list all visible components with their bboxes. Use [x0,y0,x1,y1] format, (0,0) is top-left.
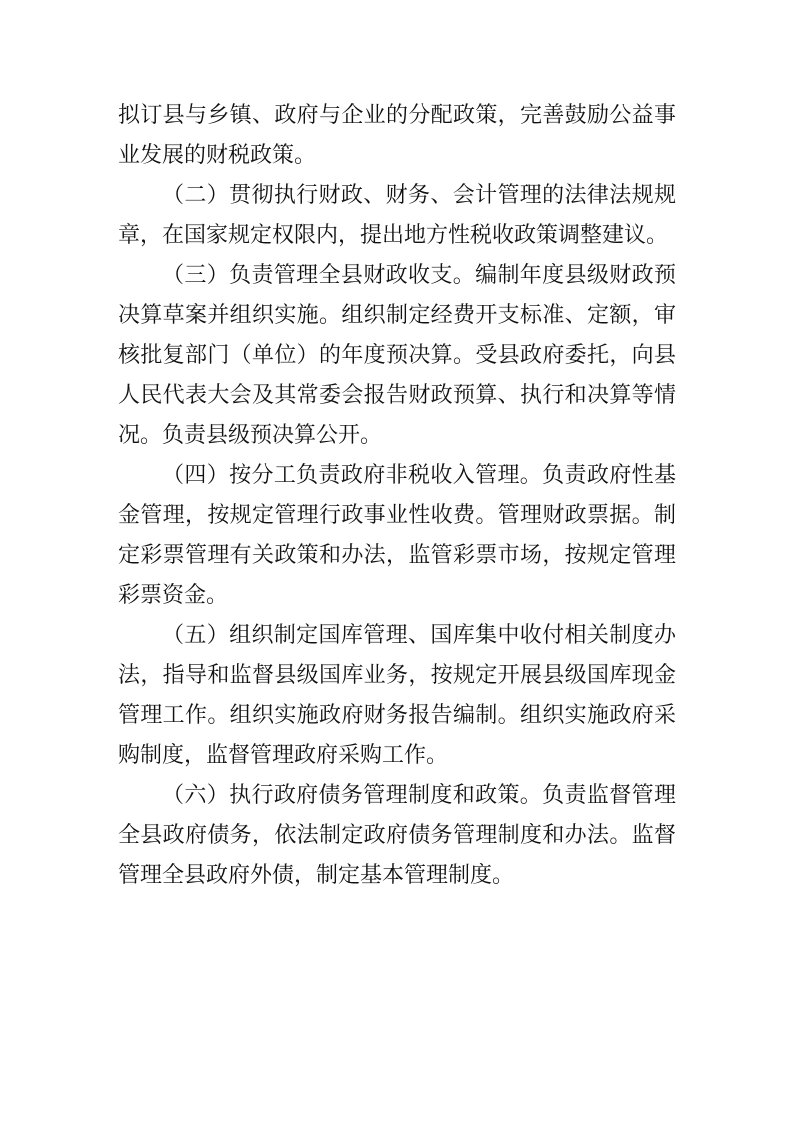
document-body [118,96,676,896]
paragraph-continuation: 拟订县与乡镇、政府与企业的分配政策，完善鼓励公益事业发展的财税政策。 [118,103,676,168]
paragraph-item-2: （二）贯彻执行财政、财务、会计管理的法律法规规章，在国家规定权限内，提出地方性税收政策调整建议。 [118,183,676,248]
paragraph-item-3: （三）负责管理全县财政收支。编制年度县级财政预决算草案并组织实施。组织制定经费开支标准、定额，审核批复部门（单位）的年度预决算。受县政府委托，向县人民代表大会及其常委会报告财政预算、执行和决算等情况。负责县级预决算公开。 [118,263,676,448]
paragraph-item-5: （五）组织制定国库管理、国库集中收付相关制度办法，指导和监督县级国库业务，按规定开展县级国库现金管理工作。组织实施政府财务报告编制。组织实施政府采购制度，监督管理政府采购工作。 [118,623,676,768]
paragraph-item-4: （四）按分工负责政府非税收入管理。负责政府性基金管理，按规定管理行政事业性收费。管理财政票据。制定彩票管理有关政策和办法，监管彩票市场，按规定管理彩票资金。 [118,463,676,608]
paragraph-item-6: （六）执行政府债务管理制度和政策。负责监督管理全县政府债务，依法制定政府债务管理制度和办法。监督管理全县政府外债，制定基本管理制度。 [118,783,676,888]
